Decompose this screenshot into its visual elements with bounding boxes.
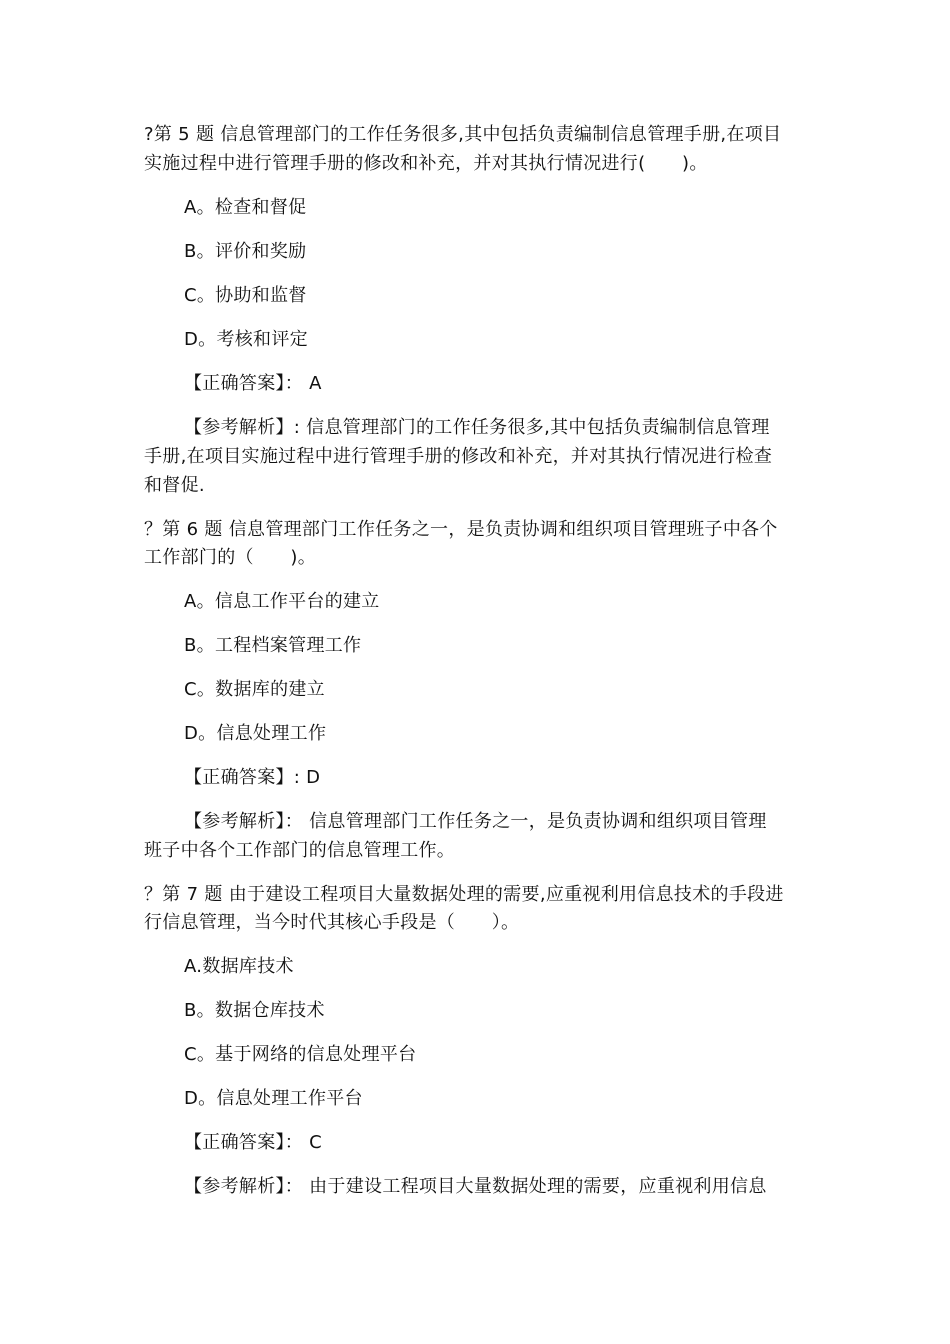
question-6-answer: 【正确答案】: D <box>184 767 321 788</box>
question-5-option-a: A。检查和督促 <box>184 197 307 218</box>
question-5-option-c: C。协助和监督 <box>184 285 307 306</box>
question-6-option-a: A。信息工作平台的建立 <box>184 591 380 612</box>
question-5-option-b: B。评价和奖励 <box>184 241 307 262</box>
question-6-option-c: C。数据库的建立 <box>184 679 325 700</box>
question-7-answer: 【正确答案】： C <box>184 1132 322 1153</box>
question-7-explanation-line-1: 【参考解析】： 由于建设工程项目大量数据处理的需要，应重视利用信息 <box>184 1176 767 1197</box>
question-5-option-d: D。考核和评定 <box>184 329 308 350</box>
question-5-answer: 【正确答案】： A <box>184 373 322 394</box>
question-5-stem-line-2: 实施过程中进行管理手册的修改和补充，并对其执行情况进行( )。 <box>144 153 708 174</box>
question-5-explanation-line-3: 和督促. <box>144 475 205 496</box>
question-7-option-b: B。数据仓库技术 <box>184 1000 325 1021</box>
question-6-option-b: B。工程档案管理工作 <box>184 635 362 656</box>
question-6-explanation-line-1: 【参考解析】： 信息管理部门工作任务之一，是负责协调和组织项目管理 <box>184 811 767 832</box>
question-7-option-d: D。信息处理工作平台 <box>184 1088 363 1109</box>
question-7-option-c: C。基于网络的信息处理平台 <box>184 1044 417 1065</box>
question-5-stem-line-1: ?第 5 题 信息管理部门的工作任务很多,其中包括负责编制信息管理手册,在项目 <box>144 124 782 145</box>
question-7-stem-line-1: ？第 7 题 由于建设工程项目大量数据处理的需要,应重视利用信息技术的手段进 <box>144 884 784 905</box>
question-7-stem-line-2: 行信息管理，当今时代其核心手段是（ ）。 <box>144 912 520 933</box>
question-6-option-d: D。信息处理工作 <box>184 723 327 744</box>
question-6-stem-line-2: 工作部门的（ )。 <box>144 547 317 568</box>
question-6-explanation-line-2: 班子中各个工作部门的信息管理工作。 <box>144 840 456 861</box>
question-5-explanation-line-1: 【参考解析】: 信息管理部门的工作任务很多,其中包括负责编制信息管理 <box>184 417 770 438</box>
question-6-stem-line-1: ？第 6 题 信息管理部门工作任务之一，是负责协调和组织项目管理班子中各个 <box>144 519 778 540</box>
question-5-explanation-line-2: 手册,在项目实施过程中进行管理手册的修改和补充，并对其执行情况进行检查 <box>144 446 773 467</box>
question-7-option-a: A.数据库技术 <box>184 956 294 977</box>
